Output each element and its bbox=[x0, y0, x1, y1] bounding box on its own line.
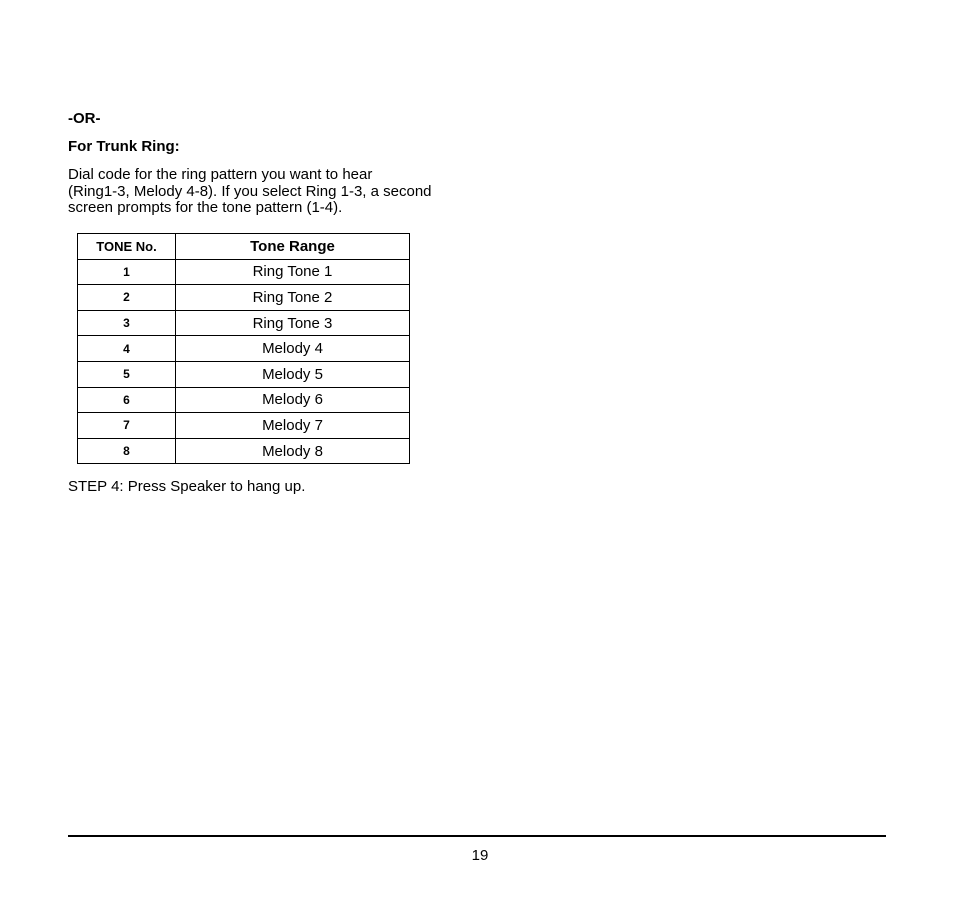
tone-range-cell: Ring Tone 2 bbox=[176, 285, 410, 311]
tone-no-cell: 1 bbox=[78, 259, 176, 285]
footer-divider bbox=[68, 835, 886, 837]
paragraph-line: Dial code for the ring pattern you want to hear bbox=[68, 166, 373, 183]
tone-range-cell: Ring Tone 3 bbox=[176, 310, 410, 336]
paragraph-line: (Ring1-3, Melody 4-8). If you select Ring 1-3, a second bbox=[68, 182, 432, 200]
tone-no-cell: 5 bbox=[78, 361, 176, 387]
table-row bbox=[78, 310, 410, 336]
tone-no-cell: 7 bbox=[78, 413, 176, 439]
table-row bbox=[78, 259, 410, 285]
tone-range-cell: Melody 5 bbox=[176, 361, 410, 387]
table-row bbox=[78, 413, 410, 439]
tone-range-cell: Melody 8 bbox=[176, 438, 410, 464]
step-4-instruction: STEP 4: Press Speaker to hang up. bbox=[68, 478, 306, 495]
tone-table bbox=[77, 233, 410, 464]
tone-range-cell: Melody 7 bbox=[176, 413, 410, 439]
tone-no-cell: 2 bbox=[78, 285, 176, 311]
table-row bbox=[78, 438, 410, 464]
table-row bbox=[78, 387, 410, 413]
table-header-row bbox=[78, 234, 410, 260]
tone-range-cell: Melody 4 bbox=[176, 336, 410, 362]
header-tone-no: TONE No. bbox=[78, 234, 176, 260]
tone-no-cell: 8 bbox=[78, 438, 176, 464]
page-number: 19 bbox=[471, 847, 489, 864]
table-row bbox=[78, 336, 410, 362]
header-tone-range: Tone Range bbox=[176, 234, 410, 260]
table-row bbox=[78, 285, 410, 311]
tone-no-cell: 4 bbox=[78, 336, 176, 362]
section-title: For Trunk Ring: bbox=[68, 138, 180, 155]
table-row bbox=[78, 361, 410, 387]
instruction-paragraph bbox=[68, 167, 458, 217]
tone-range-cell: Ring Tone 1 bbox=[176, 259, 410, 285]
tone-no-cell: 6 bbox=[78, 387, 176, 413]
tone-no-cell: 3 bbox=[78, 310, 176, 336]
or-label: -OR- bbox=[68, 110, 101, 127]
tone-range-cell: Melody 6 bbox=[176, 387, 410, 413]
paragraph-line: screen prompts for the tone pattern (1-4). bbox=[68, 199, 343, 216]
